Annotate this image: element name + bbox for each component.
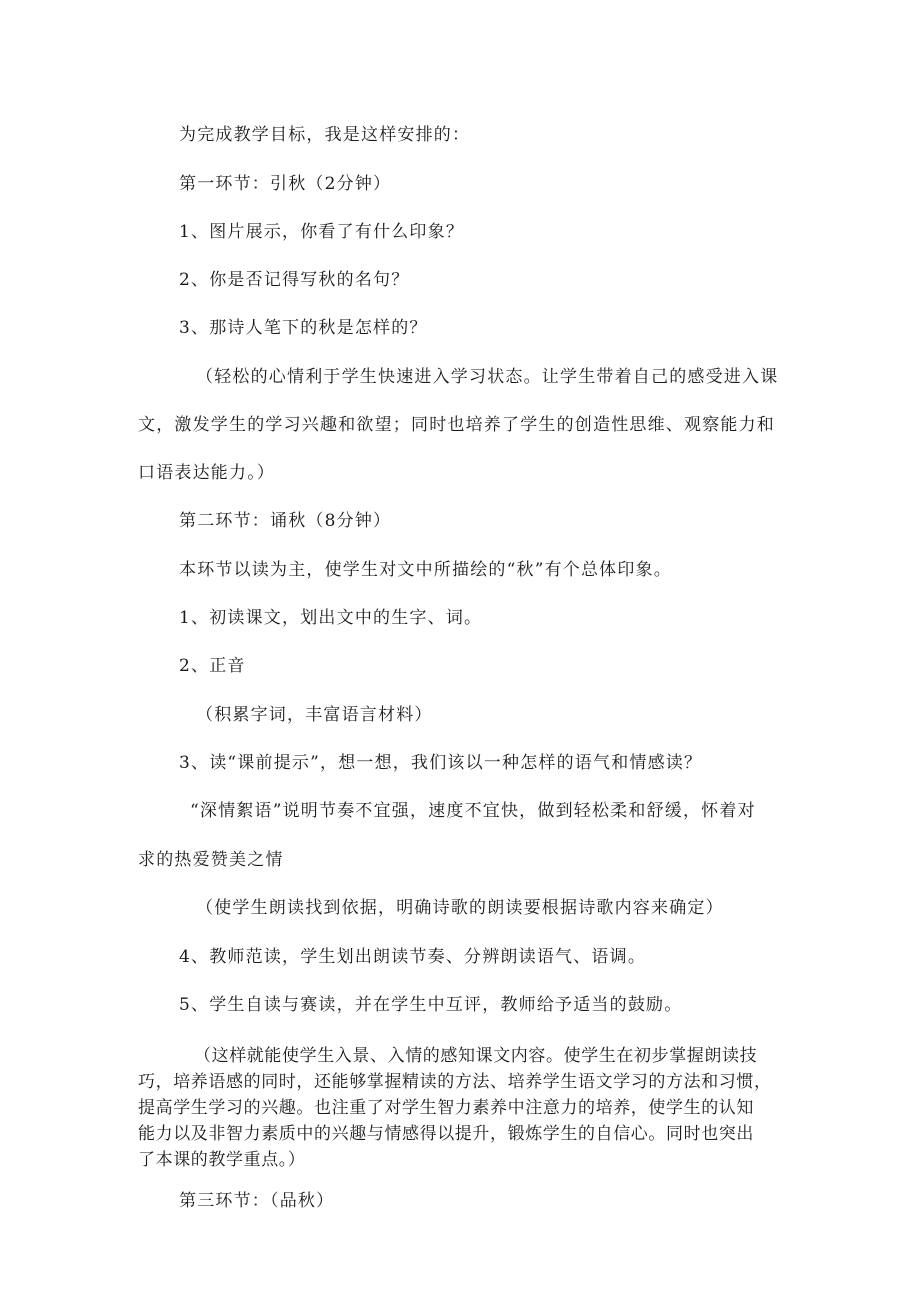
note-line: （使学生朗读找到依据，明确诗歌的朗读要根据诗歌内容来确定） <box>196 898 724 918</box>
list-item: 2、正音 <box>179 656 246 676</box>
section-2-heading: 第二环节：诵秋（8分钟） <box>179 511 392 531</box>
list-item: 1、图片展示，你看了有什么印象？ <box>179 222 465 242</box>
list-item: 5、学生自读与赛读，并在学生中互评，教师给予适当的鼓励。 <box>179 995 683 1015</box>
summary-line: 了本课的教学重点。） <box>138 1150 306 1170</box>
note-line: 文，激发学生的学习兴趣和欲望；同时也培养了学生的创造性思维、观察能力和 <box>138 415 775 435</box>
summary-line: 巧，培养语感的同时，还能够掌握精读的方法、培养学生语文学习的方法和习惯， <box>138 1072 772 1092</box>
paragraph-line: 求的热爱赞美之情 <box>138 850 284 870</box>
section-3-heading: 第三环节：（品秋） <box>179 1191 335 1211</box>
summary-line: （这样就能使学生入景、入情的感知课文内容。使学生在初步掌握朗读技 <box>194 1046 758 1066</box>
paragraph-line: 本环节以读为主，使学生对文中所描绘的“秋”有个总体印象。 <box>179 560 672 580</box>
list-item: 1、初读课文，划出文中的生字、词。 <box>179 608 483 628</box>
intro-line: 为完成教学目标，我是这样安排的： <box>179 125 471 145</box>
section-1-heading: 第一环节：引秋（2分钟） <box>179 174 392 194</box>
list-item: 2、你是否记得写秋的名句？ <box>179 270 410 290</box>
note-line: （轻松的心情利于学生快速进入学习状态。让学生带着自己的感受进入课 <box>196 367 779 387</box>
list-item: 3、读“课前提示”，想一想，我们该以一种怎样的语气和情感读？ <box>179 753 703 773</box>
note-line: （积累字词，丰富语言材料） <box>196 705 433 725</box>
summary-line: 能力以及非智力素质中的兴趣与情感得以提升，锻炼学生的自信心。同时也突出 <box>138 1124 754 1144</box>
summary-line: 提高学生学习的兴趣。也注重了对学生智力素养中注意力的培养，使学生的认知 <box>138 1098 754 1118</box>
paragraph-line: “深情絮语”说明节奏不宜强，速度不宜快，做到轻松柔和舒缓，怀着对 <box>190 801 756 821</box>
summary-paragraph <box>138 1043 788 1173</box>
list-item: 3、那诗人笔下的秋是怎样的？ <box>179 318 428 338</box>
list-item: 4、教师范读，学生划出朗读节奏、分辨朗读语气、语调。 <box>179 947 647 967</box>
note-line: 口语表达能力。） <box>138 463 276 483</box>
